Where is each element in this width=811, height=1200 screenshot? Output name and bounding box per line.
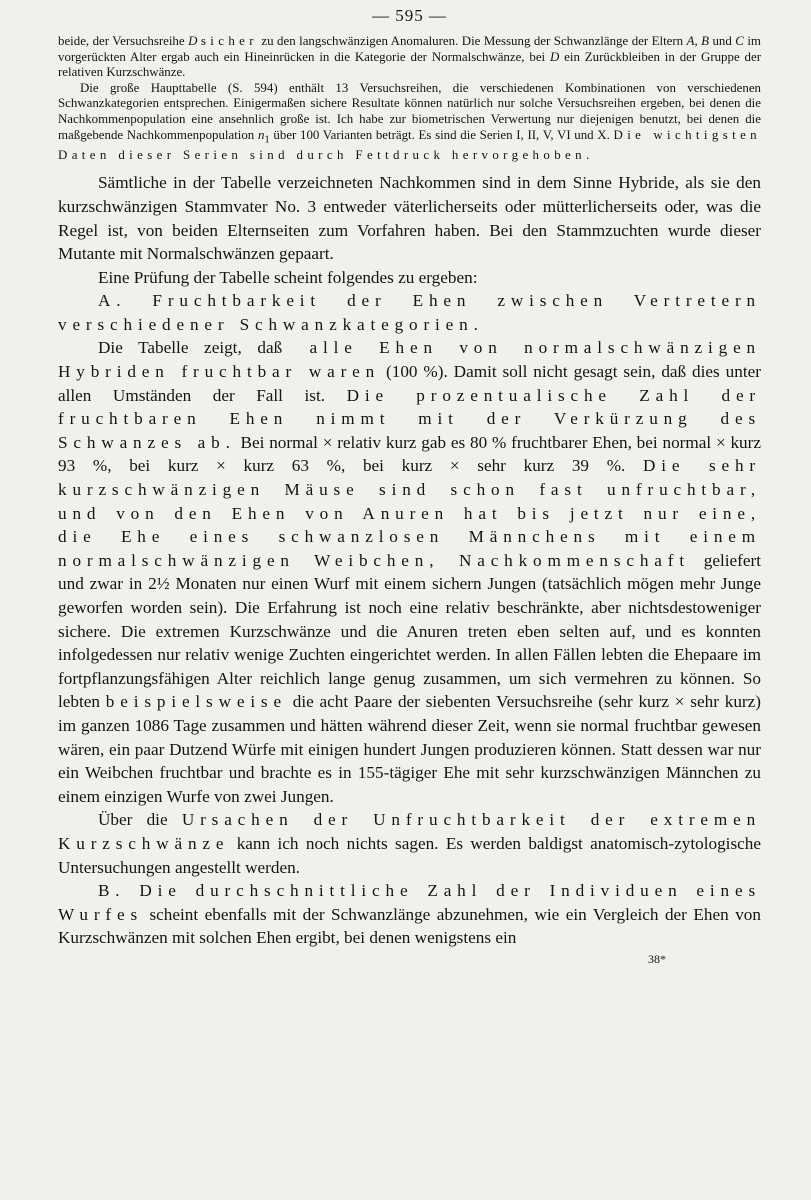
text-run: kann ich noch nichts sagen. Es werden baldigst anatomisch-zytologische Untersuchungen angestellt werden. <box>58 833 761 877</box>
section-heading-a: A. Fruchtbarkeit der Ehen zwischen Vertretern verschiedener Schwanzkategorien. <box>58 291 761 334</box>
page-number: — 595 — <box>372 6 447 25</box>
text-run: geliefert und zwar in 2½ Monaten nur einen Wurf mit einem sichern Jungen (tatsächlich mögen mehr Junge geworfen worden sein). Die Erfahrung ist noch eine relativ beschränkte, aber nichtsdestoweniger sichere. Die extremen Kurzschwänze und die Anuren treten eben selten auf, und es konnten infolgedessen nur relativ wenige Zuchten eingerichtet werden. In allen Fällen lebten die Ehepaare im fortpflanzungsfähigen Alter reichlich lange genug zusammen, um sich vermehren zu können. So lebten <box>58 550 761 712</box>
spaced-emphasis: ß alle Ehen von normalschwänzigen Hybriden fruchtbar waren <box>58 338 761 382</box>
spaced-emphasis: Die prozentualische Zahl der fruchtbaren Ehen nimmt mit der Verkürzung des Schwanzes ab. <box>58 385 762 452</box>
paragraph-5 <box>58 879 761 950</box>
paragraph-3 <box>58 336 761 808</box>
text-run: (100 %). Damit soll nicht gesagt sein, daß dies unter allen Umständen der Fall ist. <box>58 362 761 405</box>
paragraph-4 <box>58 808 761 879</box>
text-run: scheint ebenfalls mit der Schwanzlänge abzunehmen, wie ein Vergleich der Ehen von Kurzschwänzen mit solchen Ehen ergibt, bei denen wenigstens ein <box>58 904 761 948</box>
text-run: Über die <box>98 810 182 830</box>
text-run: Die Tabelle zeigt, da <box>98 338 274 358</box>
subscript: 1 <box>264 133 270 146</box>
italic-variable: D <box>550 49 560 64</box>
main-text <box>58 171 761 950</box>
text-run: über 100 Varianten beträgt. Es sind die Serien I, II, V, VI und X. <box>269 127 614 142</box>
signature-mark: 38* <box>648 951 666 966</box>
small-print-section <box>58 34 761 163</box>
spaced-emphasis: Die sehr kurzschwänzigen Mäuse sind schon fast unfruchtbar, und von den Ehen von Anuren hat bis jetzt nur eine, die Ehe eines schwanzlosen Männchens mit einem normalschwänzigen Weibchen, Nachkommenschaft <box>58 456 761 570</box>
paragraph-2: Eine Prüfung der Tabelle scheint folgendes zu ergeben: <box>98 267 478 287</box>
spaced-emphasis: beispielsweise <box>105 692 287 712</box>
text-run: zu den langschwänzigen Anomaluren. Die Messung der Schwanzlänge der Eltern <box>257 34 687 48</box>
small-paragraph-1 <box>58 34 761 81</box>
spaced-emphasis: Ursachen der Unfruchtbarkeit der extremen Kurzschwänze <box>58 810 762 853</box>
spaced-emphasis: Die wichtigsten Daten dieser Serien sind durch Fettdruck hervorgehoben. <box>58 127 762 162</box>
text-run: beide, der Versuchsreihe <box>58 34 189 48</box>
spaced-emphasis: B. Die durchschnittliche Zahl der Individuen eines Wurfes <box>58 881 761 924</box>
text-run: im vorgerückten Alter ergab auch ein Hineinrücken in die Kategorie der Normalschwänze, bei <box>58 34 761 64</box>
spaced-emphasis: sicher <box>200 34 258 48</box>
italic-variable: D <box>188 34 198 48</box>
italic-variable: C <box>735 34 744 48</box>
paragraph-1: Sämtliche in der Tabelle verzeichneten Nachkommen sind in dem Sinne Hybride, als sie den kurzschwänzigen Stammvater No. 3 entweder väterlicherseits oder mütterlicherseits oder, was die Regel ist, von beiden Elternseiten zum Vorfahren haben. Bei den Stammzuchten wurde dieser Mutante mit Normalschwänzen gepaart. <box>58 173 761 264</box>
italic-variable: A, B <box>686 34 710 48</box>
text-run: Bei normal × relativ kurz gab es 80 % fruchtbarer Ehen, bei normal × kurz 93 %, bei kurz × kurz 63 %, bei kurz × sehr kurz 39 %. <box>58 432 762 476</box>
text-run: ein Zurückbleiben in der Gruppe der relativen Kurzschwänze. <box>58 49 761 80</box>
text-run: und <box>709 34 736 48</box>
text-run: die acht Paare der siebenten Versuchsreihe (sehr kurz × sehr kurz) im ganzen 1086 Tage zusammen und hätten während dieser Zeit, wenn sie normal fruchtbar gewesen wären, ein paar Dutzend Würfe mit einigen hundert Jungen produzieren können. Statt dessen war nur ein Weibchen fruchtbar und brachte es in 155-tägiger Ehe mit sehr kurzschwänzigen Männchen zu einem einzigen Wurfe von zwei Jungen. <box>58 692 761 806</box>
small-paragraph-2 <box>58 81 761 164</box>
text-run: Die große Haupttabelle (S. 594) enthält 13 Versuchsreihen, die verschiedenen Kombinationen von verschiedenen Schwanzkategorien entsprechen. Einigermaßen sichere Resultate können natürlich nur solche Versuchsreihen ergeben, bei denen die Nachkommenpopulation eine ansehnlich große ist. Ich habe zur biometrischen Verwertung nur diejenigen benutzt, bei denen die maßgebende Nachkommenpopulation <box>58 80 761 142</box>
italic-variable: n <box>257 127 265 142</box>
